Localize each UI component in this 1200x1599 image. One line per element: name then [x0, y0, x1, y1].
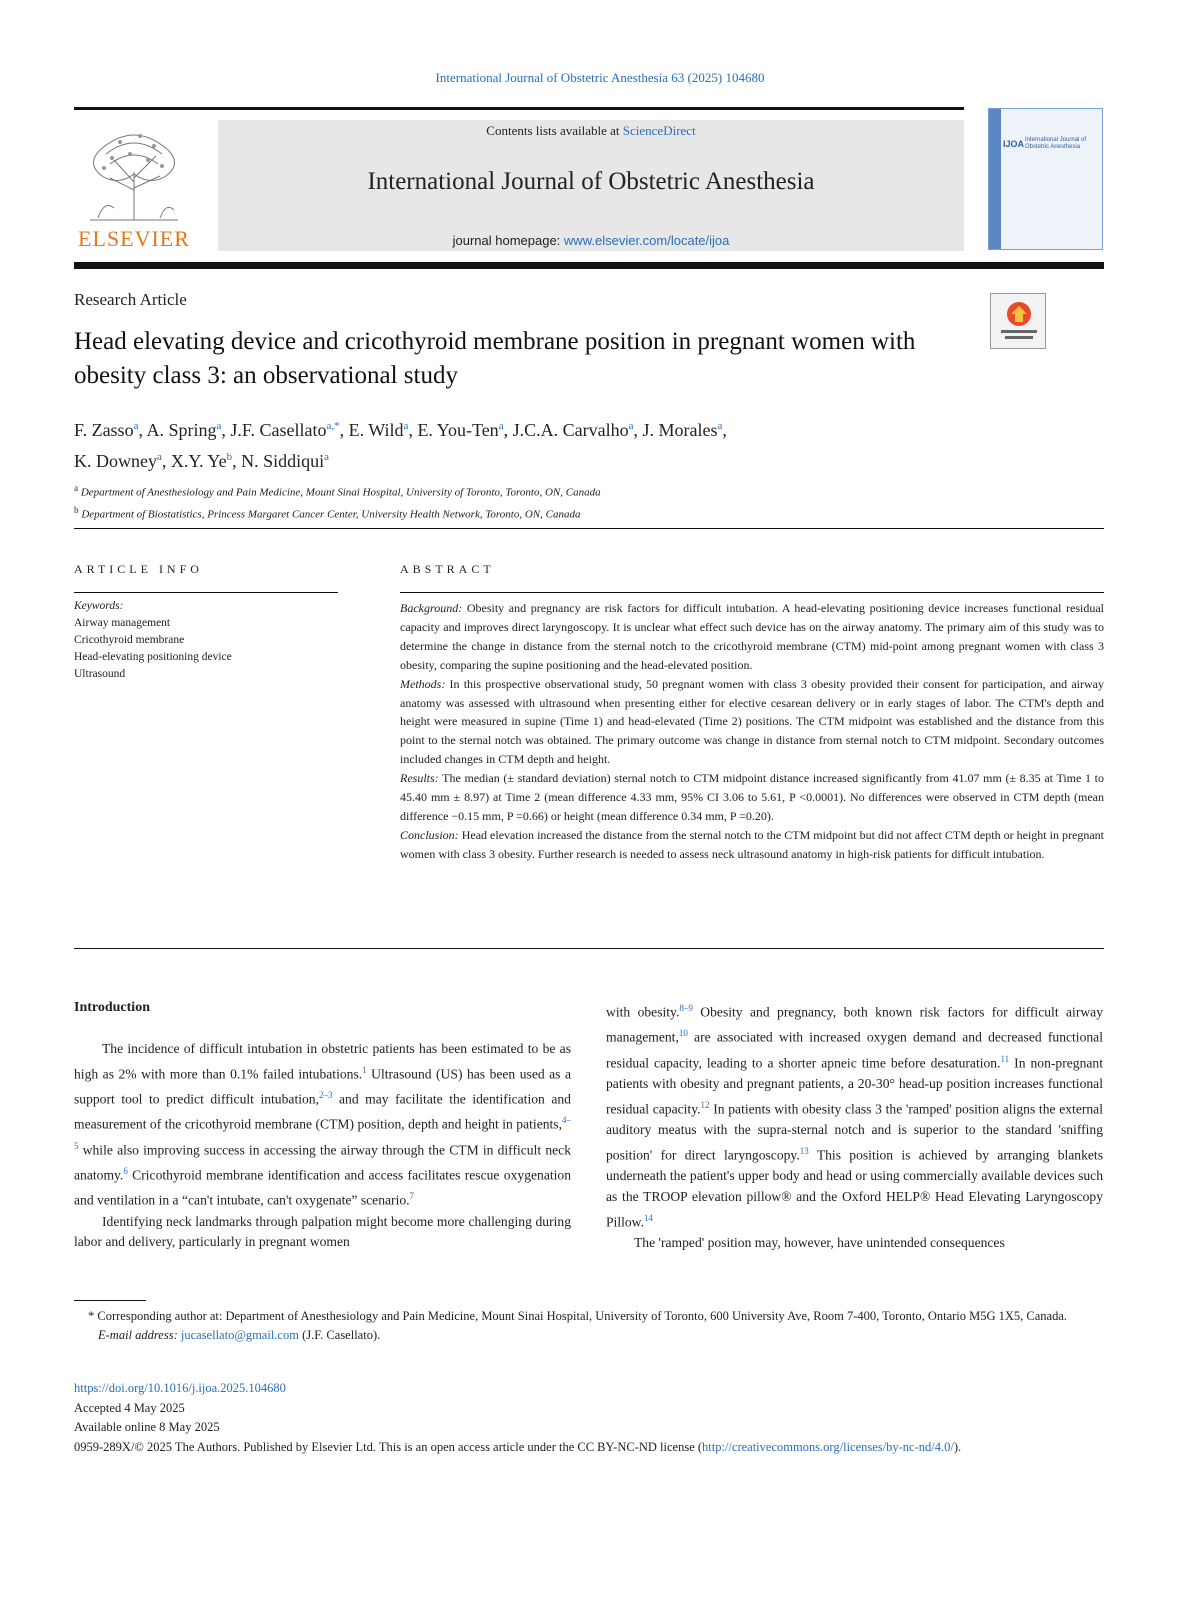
email-line [74, 1326, 1104, 1345]
author-affiliation-marker[interactable]: a [324, 451, 329, 463]
body-paragraph [606, 1233, 1103, 1254]
abstract-section-text: The median (± standard deviation) sternal notch to CTM midpoint distance increased significantly from 41.07 mm (± 8.35 at Time 1 to 45.40 mm ± 8.97) at Time 2 (mean difference 4.33 mm, 95% CI 3.06 to 5.61, P <0.0001). No differences were observed in CTM depth (mean difference −0.15 mm, P =0.66) or height (mean difference 0.34 mm, P =0.20). [400, 771, 1104, 823]
body-text: Obesity and pregnancy, both known risk factors for difficult airway management, [606, 1004, 1103, 1045]
author-name[interactable]: A. Spring [146, 420, 217, 440]
section-rule [74, 528, 1104, 529]
author-name[interactable]: F. Zasso [74, 420, 134, 440]
abstract-section [400, 769, 1104, 826]
author-affiliation-marker[interactable]: a [628, 420, 634, 432]
elsevier-tree-icon [70, 120, 198, 224]
affiliation-marker: b [74, 504, 79, 515]
citation-link[interactable]: 12 [700, 1099, 710, 1110]
abstract-section [400, 599, 1104, 675]
author-affiliation-marker[interactable]: a,* [326, 420, 340, 432]
author-separator: , [221, 420, 231, 440]
introduction-heading: Introduction [74, 1000, 150, 1015]
abstract-section-text: Obesity and pregnancy are risk factors for difficult intubation. A head-elevating positioning device increases functional residual capacity and improves direct laryngoscopy. It is unclear what effect such device has on the airway anatomy. The primary aim of this study was to determine the change in distance from the sternal notch to the cricothyroid membrane (CTM) mid-point among pregnant women with class 3 obesity, comparing the supine positioning and the head-elevated position. [400, 601, 1105, 672]
footnote-rule [74, 1300, 146, 1301]
author-affiliation-marker[interactable]: a [717, 420, 723, 432]
body-text: Cricothyroid membrane identification and access facilitates rescue oxygenation and ventilation in a “can't intubate, can't oxygenate” scenario. [74, 1167, 571, 1208]
citation-link[interactable]: 14 [644, 1212, 654, 1223]
author-separator: , [633, 420, 643, 440]
corresponding-author-text [74, 1307, 1104, 1326]
affiliation-item [74, 502, 974, 524]
email-label: E-mail address: [98, 1328, 178, 1342]
author-affiliation-marker[interactable]: a [216, 420, 222, 432]
author-list [74, 413, 994, 475]
citation-link[interactable]: 4–5 [74, 1115, 571, 1151]
footnote-star: * [88, 1309, 95, 1323]
cover-title: International Journal of Obstetric Anesthesia [1025, 137, 1087, 150]
abstract-section-label: Results: [400, 771, 439, 786]
abstract-section [400, 675, 1104, 770]
body-text: In patients with obesity class 3 the 'ramped' position aligns the external auditory meatus with the supra-sternal notch and is superior to the standard 'sniffing position' for direct laryngoscopy. [606, 1101, 1103, 1163]
citation-link[interactable]: 11 [1000, 1053, 1010, 1064]
license-link[interactable]: http://creativecommons.org/licenses/by-nc-nd/4.0/ [702, 1439, 954, 1454]
masthead-rule [74, 262, 1104, 269]
keyword-item: Airway management [74, 617, 171, 629]
author-name[interactable]: E. You-Ten [417, 420, 499, 440]
article-title: Head elevating device and cricothyroid membrane position in pregnant women with obesity class 3: an observational study [74, 328, 916, 389]
author-separator: , [161, 451, 171, 471]
body-text: are associated with increased oxygen demand and decreased functional residual capacity, leading to a shorter apneic time before desaturation. [606, 1029, 1103, 1071]
cover-band [989, 109, 1001, 249]
doi-link[interactable]: https://doi.org/10.1016/j.ijoa.2025.104680 [74, 1381, 286, 1395]
citation-link[interactable]: 2–3 [318, 1089, 333, 1100]
author-name[interactable]: J.C.A. Carvalho [512, 420, 629, 440]
affiliation-text: Department of Biostatistics, Princess Margaret Cancer Center, University Health Network, Toronto, ON, Canada [81, 508, 581, 521]
author-affiliation-marker[interactable]: a [133, 420, 139, 432]
abstract-section-label: Background: [400, 601, 463, 615]
citation-link[interactable]: 7 [409, 1191, 415, 1202]
abstract-heading: ABSTRACT [400, 562, 495, 576]
keyword-item: Ultrasound [74, 668, 126, 680]
homepage-line [218, 233, 964, 248]
journal-reference[interactable]: International Journal of Obstetric Anesthesia 63 (2025) 104680 [435, 70, 765, 85]
author-affiliation-marker[interactable]: a [498, 420, 504, 432]
body-paragraph [606, 998, 1103, 1233]
keywords-list [74, 615, 344, 683]
keyword-item: Cricothyroid membrane [74, 634, 185, 646]
publication-meta [74, 1379, 1104, 1457]
abstract-end-rule [74, 948, 1104, 949]
author-name[interactable]: N. Siddiqui [241, 451, 325, 471]
abstract-rule [400, 592, 1104, 593]
contents-line [218, 123, 964, 139]
author-separator: , [138, 420, 147, 440]
citation-link[interactable]: 13 [799, 1145, 809, 1156]
body-column-right [606, 998, 1103, 1254]
check-for-updates-icon [991, 294, 1047, 350]
body-text: while also improving success in accessing the airway through the CTM in difficult neck anatomy. [74, 1142, 571, 1183]
header-rule [74, 107, 964, 110]
author-name[interactable]: X.Y. Ye [170, 451, 227, 471]
email-link[interactable]: jucasellato@gmail.com [180, 1328, 299, 1342]
journal-cover-image [988, 108, 1103, 250]
elsevier-wordmark: ELSEVIER [78, 226, 190, 251]
keywords-block [74, 598, 344, 683]
journal-masthead [218, 120, 964, 251]
email-suffix: (J.F. Casellato). [302, 1328, 381, 1342]
affiliation-list [74, 480, 974, 523]
homepage-link[interactable]: www.elsevier.com/locate/ijoa [563, 233, 730, 248]
body-text: with obesity. [606, 1004, 680, 1020]
article-info-rule [74, 592, 338, 593]
contents-prefix: Contents lists available at [486, 123, 620, 138]
body-text: In non-pregnant patients with obesity and pregnant patients, a 20-30° head-up position increases functional residual capacity. [606, 1055, 1103, 1117]
check-for-updates-button[interactable] [990, 293, 1046, 349]
citation-link[interactable]: 6 [123, 1165, 128, 1176]
license-suffix: ). [953, 1439, 962, 1454]
author-name[interactable]: J. Morales [642, 420, 718, 440]
abstract-section-text: Head elevation increased the distance from the sternal notch to the CTM midpoint but did not affect CTM depth or height in pregnant women with class 3 obesity. Further research is needed to assess neck ultrasound anatomy in high-risk patients for difficult intubation. [400, 827, 1104, 861]
abstract-section-label: Methods: [400, 676, 446, 691]
author-separator: , [232, 451, 242, 471]
article-info-heading: ARTICLE INFO [74, 562, 203, 576]
abstract-section-text: In this prospective observational study, 50 pregnant women with class 3 obesity provided their consent for participation, and airway anatomy was assessed with ultrasound when presenting either for elective cesarean delivery or in early stages of labor. The CTM's depth and height were measured in supine (Time 1) and head-elevated (Time 2) positions. The CTM midpoint was established and the distance from this point to the sternal notch was obtained. The primary outcome was change in distance from sternal notch to CTM midpoint. Secondary outcomes included changes in CTM depth and height. [400, 676, 1105, 767]
author-separator: , [503, 420, 513, 440]
body-text: The incidence of difficult intubation in obstetric patients has been estimated to be as high as 2% with more than 0.1% failed intubations. [74, 1040, 571, 1082]
accepted-date: Accepted 4 May 2025 [74, 1400, 185, 1415]
cover-abbreviation: IJOA [1003, 139, 1025, 149]
sciencedirect-link[interactable]: ScienceDirect [622, 123, 696, 138]
author-affiliation-marker[interactable]: a [157, 451, 162, 463]
affiliation-item [74, 480, 974, 502]
body-text: and may facilitate the identification and measurement of the cricothyroid membrane (CTM) position, depth and height in patients, [74, 1091, 571, 1132]
author-name[interactable]: E. Wild [348, 420, 404, 440]
body-column-left [74, 998, 571, 1253]
citation-link[interactable]: 8–9 [679, 1003, 693, 1013]
author-separator: , [408, 420, 418, 440]
affiliation-marker: a [74, 483, 79, 493]
left-paragraphs [74, 1039, 571, 1253]
author-affiliation-marker[interactable]: a [403, 420, 409, 432]
author-name[interactable]: J.F. Casellato [230, 420, 327, 440]
affiliation-text: Department of Anesthesiology and Pain Medicine, Mount Sinai Hospital, University of Toronto, Toronto, ON, Canada [80, 486, 601, 499]
citation-link[interactable]: 10 [678, 1028, 688, 1039]
license-prefix: 0959-289X/© 2025 The Authors. Published by Elsevier Ltd. This is an open access article under the CC BY-NC-ND license ( [74, 1439, 703, 1454]
body-text: The 'ramped' position may, however, have unintended consequences [634, 1235, 1005, 1251]
corresponding-author-footnote [74, 1307, 1104, 1345]
body-text: Identifying neck landmarks through palpation might become more challenging during labor and delivery, particularly in pregnant women [74, 1213, 571, 1250]
author-affiliation-marker[interactable]: b [226, 451, 233, 463]
body-paragraph [74, 1039, 571, 1212]
author-separator: , [722, 420, 727, 440]
keyword-item: Head-elevating positioning device [74, 651, 232, 663]
right-paragraphs [606, 998, 1103, 1254]
abstract-section-label: Conclusion: [400, 827, 459, 842]
homepage-prefix: journal homepage: [452, 233, 561, 248]
keywords-label: Keywords: [74, 600, 124, 612]
body-text: Ultrasound (US) has been used as a support tool to predict difficult intubation, [74, 1066, 571, 1107]
license-line [74, 1438, 1104, 1458]
available-date: Available online 8 May 2025 [74, 1420, 220, 1434]
corresponding-address: Corresponding author at: Department of Anesthesiology and Pain Medicine, Mount Sinai Hospital, University of Toronto, 600 University Ave, Room 7-400, Toronto, Ontario M5G 1X5, Canada. [97, 1309, 1068, 1323]
author-name[interactable]: K. Downey [74, 451, 157, 471]
abstract-section [400, 826, 1104, 864]
elsevier-logo [70, 120, 198, 252]
body-text: This position is achieved by arranging blankets underneath the patient's upper body and head or using commercially available devices such as the TROOP elevation pillow® and the Oxford HELP® Head Elevating Laryngoscopy Pillow. [606, 1147, 1103, 1230]
journal-title: International Journal of Obstetric Anesthesia [367, 168, 815, 195]
body-paragraph [74, 1212, 571, 1254]
abstract-body [400, 599, 1104, 864]
author-separator: , [339, 420, 349, 440]
article-type: Research Article [74, 290, 187, 309]
citation-link[interactable]: 1 [362, 1064, 367, 1075]
